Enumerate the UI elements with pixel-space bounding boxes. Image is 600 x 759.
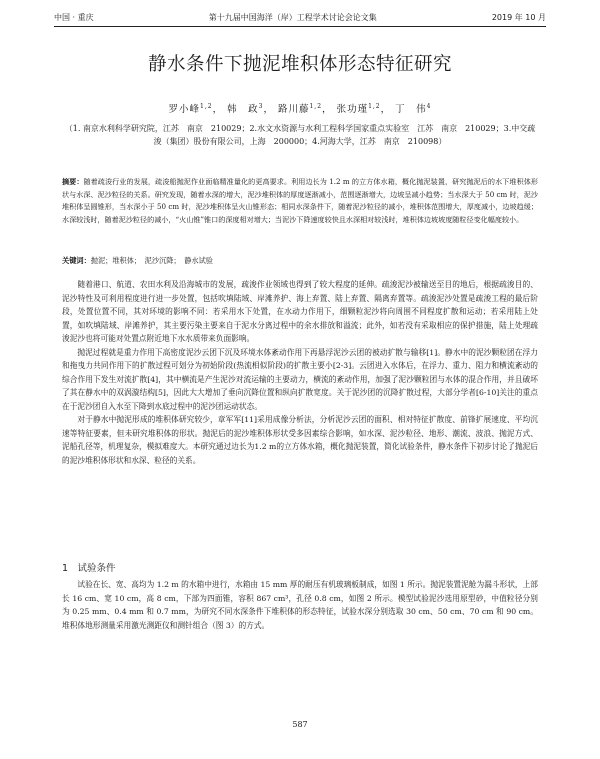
section-heading: 1 试验条件 (62, 563, 116, 574)
author: 路川藤$^{1,2}$ (277, 102, 323, 115)
abstract (62, 176, 538, 226)
author: 张功瑾$^{1,2}$ (336, 102, 381, 115)
paper-title: 静水条件下抛泥堆积体形态特征研究 (147, 54, 452, 75)
introduction (62, 278, 538, 467)
running-header (54, 10, 546, 27)
abstract-text: 随着疏浚行业的发展，疏浚船抛泥作业面临精准量化的更高要求。利用边长为 1.2 m 的立方体水箱，概化抛泥装置，研究抛泥后的水下堆积体形状与水深、泥沙粒径的关系。研究发现，随着水深的增大，泥沙堆积体的厚度逐渐减小，范围逐渐增大，边坡呈减小趋势；当水深大于 50 cm 时，泥沙堆积体呈圆锥形，当水深小于 50 cm 时，泥沙堆积体呈火山锥形态；相同水深条件下，随着泥沙粒径的减小，堆积体范围增大，厚度减小，边坡趋缓；水深较浅时，随着泥沙粒径的减小，“火山锥”锥口的深度相对增大；当泥沙下降速度较快且水深相对较浅时，堆积体边坡坡度随粒径变化幅度较小。 (62, 177, 538, 224)
author: 罗小峰$^{1,2}$ (168, 102, 213, 115)
header-date: 2019 年 10 月 (491, 13, 546, 22)
keywords (62, 255, 538, 267)
author-list: 罗小峰$^{1,2}$， 韩 政$^3$， 路川藤$^{1,2}$， 张功瑾$^{1,2}$， 丁 伟$^4$ (168, 102, 432, 115)
affiliation: （1. 南京水利科学研究院，江苏 南京 210029；2.水文水资源与水利工程科学国家重点实验室 江苏 南京 210029；3.中交疏浚（集团）股份有限公司，上海 200000；4.河海大学，江苏 南京 210098） (64, 124, 536, 146)
header-proceedings: 第十九届中国海洋（岸）工程学术讨论会论文集 (208, 13, 377, 22)
paragraph: 随着港口、航道、农田水利及沿海城市的发展，疏浚作业领域也得到了较大程度的延伸。疏浚泥沙被输送至目的地后，根据疏浚目的、泥沙特性及可利用程度进行进一步处置，包括吹填陆域、岸滩养护、海上弃置、陆上弃置、隔离弃置等。疏浚泥沙处置是疏浚工程的最后阶段，处置位置不同，其对环境的影响不同：若采用水下处置，在水动力作用下，细颗粒泥沙将向周围不同程度扩散和运动；若采用陆上处置，如吹填陆域、岸滩养护，其主要污染主要来自于泥水分离过程中的余水排放和溢流；此外，如若没有采取相应的保护措施，陆上处理疏浚泥沙也将可能对处置点附近地下水水质带来负面影响。 (62, 280, 538, 343)
paragraph: 对于静水中抛泥形成的堆积体研究较少，章军军[11]采用成像分析法，分析泥沙云团的面积、相对特征扩散度、前锋扩展速度、平均沉速等特征要素，但未研究堆积体的形状。抛泥后的泥沙堆积体形状受多因素综合影响，如水深、泥沙粒径、地形、潮流、波浪、抛泥方式、泥船孔径等，机理复杂，模拟难度大。本研究通过边长为1.2 m的立方体水箱，概化抛泥装置，简化试验条件，静水条件下初步讨论了抛泥后的泥沙堆积体形状和水深、粒径的关系。 (62, 415, 538, 465)
section-body (62, 578, 538, 632)
author: 丁 伟$^4$ (395, 102, 432, 115)
keywords-label: 关键词： (62, 256, 91, 265)
page-number: 587 (292, 720, 308, 729)
paragraph: 抛泥过程就是重力作用下高密度泥沙云团下沉及环境水体紊动作用下再悬浮泥沙云团的被动扩散与输移[1]。静水中的泥沙颗粒团在浮力和拖曳力共同作用下的扩散过程可划分为初始阶段(热流相似阶段)的扩散主要小[2-3]。云团进入水体后，在浮力、重力、阻力和横流紊动的综合作用下发生对流扩散[4]，其中横流是产生泥沙对流运输的主要动力，横流的紊动作用，加强了泥沙颗粒团与水体的混合作用，并且破坏了其在静水中的双涡漩结构[5]，因此大大增加了垂向沉降位置和纵向扩散宽度。关于泥沙团的沉降扩散过程，大部分学者[6-10]关注的重点在于泥沙团自入水至下降到水底过程中的泥沙团运动状态。 (62, 347, 538, 411)
keywords-text: 抛泥；堆积体； 泥沙沉降； 静水试验 (90, 256, 213, 265)
abstract-label: 摘要： (62, 177, 84, 186)
header-location: 中国 · 重庆 (54, 13, 94, 22)
paragraph: 试验在长、宽、高均为 1.2 m 的水箱中进行，水箱由 15 mm 厚的耐压有机玻璃板制成，如图 1 所示。抛泥装置泥舱为漏斗形状，上部长 16 cm、宽 10 cm，高 8 cm，下部为四面锥，容积 867 cm³，孔径 0.8 cm，如图 2 所示。模型试验泥沙选用原型砂，中值粒径分别为 0.25 mm、0.4 mm 和 0.7 mm，为研究不同水深条件下堆积体的形态特征，试验水深分别选取 30 cm、50 cm、70 cm 和 90 cm。堆积体地形测量采用激光测距仪和测针组合（图 3）的方式。 (62, 580, 538, 630)
author: 韩 政$^3$ (227, 102, 264, 115)
